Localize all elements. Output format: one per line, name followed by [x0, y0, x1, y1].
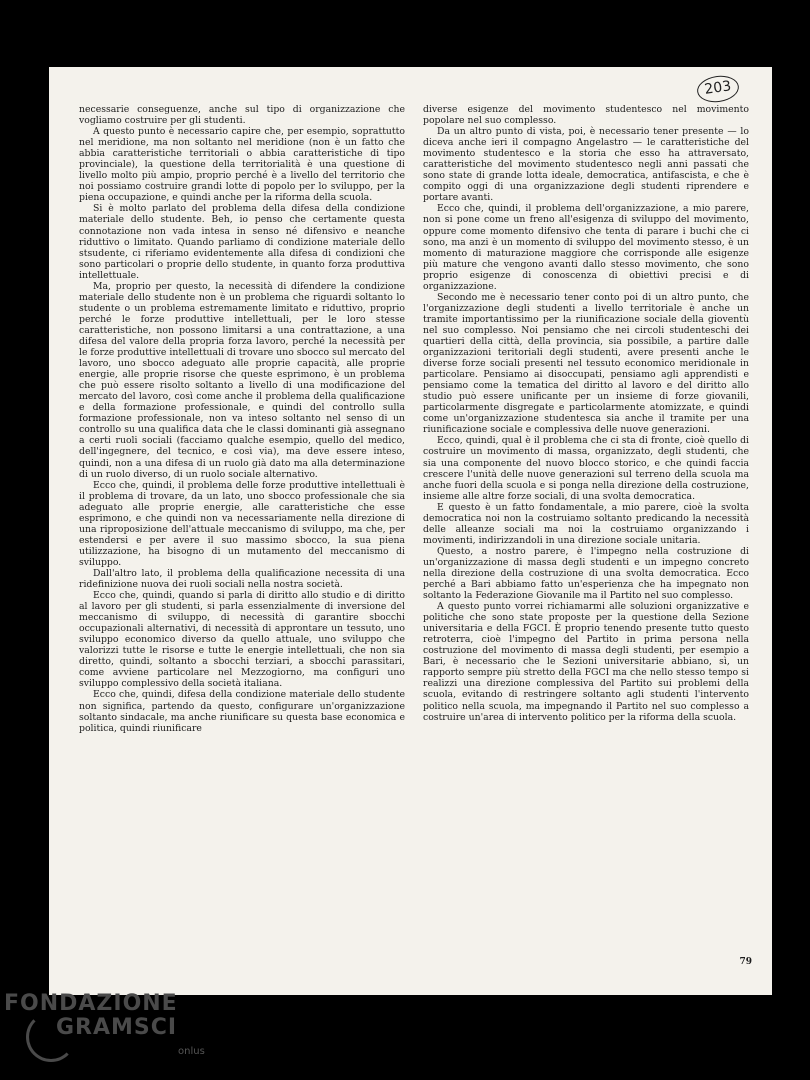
- paragraph: Dall'altro lato, il problema della qualificazione necessita di una ridefinizione nuova dei ruoli sociali nella nostra società.: [79, 567, 405, 591]
- handwritten-page-annotation: 203: [695, 73, 740, 105]
- paragraph: Ma, proprio per questo, la necessità di difendere la condizione materiale dello studente non è un problema che riguardi soltanto lo studente o un problema estremamente limitato e riduttivo, proprio perché le forze produttive intellettuali, per le loro stesse caratteristiche, non possono limitarsi a una contrattazione, a una difesa del valore della propria forza lavoro, perché la necessità per le forze produttive intellettuali di trovare uno sbocco sul mercato del lavoro, uno sbocco adeguato alle proprie capacità, alle proprie energie, alle proprie risorse che queste esprimono, è un problema che può essere risolto soltanto a livello di una modificazione del mercato del lavoro, così come anche il problema della qualificazione e della formazione professionale, e quindi del controllo sulla formazione professionale, non va inteso soltanto nel senso di un controllo su una qualifica data che le classi dominanti già assegnano a certi ruoli sociali (facciamo qualche esempio, quello del medico, dell'ingegnere, del tecnico, e così via), ma deve essere inteso, quindi, non a una difesa di un ruolo già dato ma alla determinazione di un ruolo diverso, di un ruolo sociale alternativo.: [79, 280, 405, 480]
- paragraph: Da un altro punto di vista, poi, è necessario tener presente — lo diceva anche ieri il compagno Angelastro — le caratteristiche del movimento studentesco e la storia che esso ha attraversato, caratteristiche del movimento studentesco negli anni passati che sono state di grande lotta ideale, democratica, antifascista, e che è compito oggi di una organizzazione degli studenti riprendere e portare avanti.: [423, 126, 749, 204]
- logo-arc-icon: [26, 1012, 76, 1062]
- paragraph: Ecco, quindi, qual è il problema che ci sta di fronte, cioè quello di costruire un movimento di massa, organizzato, degli studenti, che sia una componente del nuovo blocco storico, e che quindi faccia crescere l'unità delle nuove generazioni sul terreno della scuola ma anche fuori della scuola e si ponga nella direzione della costruzione, insieme alle altre forze sociali, di una svolta democratica.: [423, 435, 749, 502]
- paragraph: A questo punto vorrei richiamarmi alle soluzioni organizzative e politiche che sono state proposte per la questione della Sezione universitaria e della FGCI. È proprio tenendo presente tutto questo retroterra, cioè l'impegno del Partito in prima persona nella costruzione del movimento di massa degli studenti, per esempio a Bari, è necessario che le Sezioni universitarie abbiano, sì, un rapporto sempre più stretto della FGCI ma che nello stesso tempo si realizzi una direzione complessiva del Partito sui problemi della scuola, evitando di restringere soltanto agli studenti l'intervento politico nella scuola, ma impegnando il Partito nel suo complesso a costruire un'area di intervento politico per la riforma della scuola.: [423, 601, 749, 723]
- left-column: [79, 104, 405, 734]
- paragraph: Ecco che, quindi, il problema dell'organizzazione, a mio parere, non si pone come un freno all'esigenza di sviluppo del movimento, oppure come momento difensivo che tenta di parare i buchi che ci sono, ma anzi è un momento di sviluppo del movimento stesso, è un momento di maturazione maggiore che corrisponde alle esigenze più mature che vengono avanti dallo stesso movimento, che sono proprio esigenze di conoscenza di obiettivi precisi e di organizzazione.: [423, 203, 749, 292]
- watermark-suffix: onlus: [178, 1046, 205, 1057]
- paragraph: diverse esigenze del movimento studentesco nel movimento popolare nel suo complesso.: [423, 104, 749, 127]
- paragraph: Questo, a nostro parere, è l'impegno nella costruzione di un'organizzazione di massa degli studenti e un impegno concreto nella direzione della costruzione di una svolta democratica. Ecco perché a Bari abbiamo fatto un'esperienza che ha impegnato non soltanto la Federazione Giovanile ma il Partito nel suo complesso.: [423, 545, 749, 602]
- paragraph: necessarie conseguenze, anche sul tipo di organizzazione che vogliamo costruire per gli studenti.: [79, 104, 405, 127]
- paragraph: Si è molto parlato del problema della difesa della condizione materiale dello studente. Beh, io penso che certamente questa connotazione non vada intesa in senso né difensivo e neanche riduttivo o limitato. Quando parliamo di condizione materiale dello stsudente, ci riferiamo evidentemente alla difesa di condizioni che sono particolari o proprie dello studente, in quanto forza produttiva intellettuale.: [79, 203, 405, 281]
- paragraph: Ecco che, quindi, difesa della condizione materiale dello studente non significa, partendo da questo, configurare un'organizzazione soltanto sindacale, ma anche riunificare su questa base economica e politica, quindi riunificare: [79, 689, 405, 734]
- watermark-line2: GRAMSCI: [56, 1015, 178, 1040]
- watermark-line1: FONDAZIONE: [4, 991, 178, 1016]
- page-number: 79: [739, 957, 752, 967]
- right-column: [423, 104, 749, 723]
- paragraph: A questo punto è necessario capire che, per esempio, soprattutto nel meridione, ma non soltanto nel meridione (non è un fatto che abbia caratteristiche territoriali o abbia caratteristiche di tipo provinciale), la questione della territorialità è una questione di livello molto più ampio, proprio perché è a livello del territorio che noi possiamo costruire grandi lotte di popolo per lo sviluppo, per la piena occupazione, e quindi anche per la riforma della scuola.: [79, 126, 405, 204]
- paragraph: Secondo me è necessario tener conto poi di un altro punto, che l'organizzazione degli studenti a livello territoriale è anche un tramite importantissimo per la riunificazione sociale della gioventù nel suo complesso. Noi pensiamo che nei circoli studenteschi dei quartieri della città, della provincia, sia possibile, a partire dalle organizzazioni teritoriali degli studenti, avere presenti anche le diverse forze sociali presenti nel tessuto economico meridionale in particolare. Pensiamo ai disoccupati, pensiamo agli apprendisti e pensiamo come la tematica del diritto al lavoro e del diritto allo studio può essere unificante per un insieme di forze giovanili, particolarmente disgregate e particolarmente atomizzate, e quindi come un'organizzazione studentesca sia anche il tramite per una riunificazione sociale e complessiva delle nuove generazioni.: [423, 291, 749, 436]
- paragraph: Ecco che, quindi, il problema delle forze produttive intellettuali è il problema di trovare, da un lato, uno sbocco professionale che sia adeguato alle proprie energie, alle caratteristiche che esse esprimono, e che quindi non va necessariamente nella direzione di una riproposizione dell'attuale meccanismo di sviluppo, ma che, per estendersi e per avere il suo massimo sbocco, la sua piena utilizzazione, ha bisogno di un mutamento del meccanismo di sviluppo.: [79, 479, 405, 568]
- paragraph: E questo è un fatto fondamentale, a mio parere, cioè la svolta democratica noi non la costruiamo soltanto predicando la necessità delle alleanze sociali ma noi la costruiamo organizzando i movimenti, indirizzandoli in una direzione sociale unitaria.: [423, 501, 749, 546]
- document-page: [49, 67, 772, 995]
- fondazione-gramsci-watermark: [4, 991, 205, 1057]
- paragraph: Ecco che, quindi, quando si parla di diritto allo studio e di diritto al lavoro per gli studenti, si parla essenzialmente di inversione del meccanismo di sviluppo, di necessità di garantire sbocchi occupazionali alternativi, di necessità di approntare un tessuto, uno sviluppo economico diverso da quello attuale, uno sviluppo che valorizzi tutte le risorse e tutte le energie intellettuali, che non sia diretto, quindi, soltanto a sbocchi terziari, a sbocchi parassitari, come avviene particolare nel Mezzogiorno, ma configuri uno sviluppo complessivo della società italiana.: [79, 590, 405, 690]
